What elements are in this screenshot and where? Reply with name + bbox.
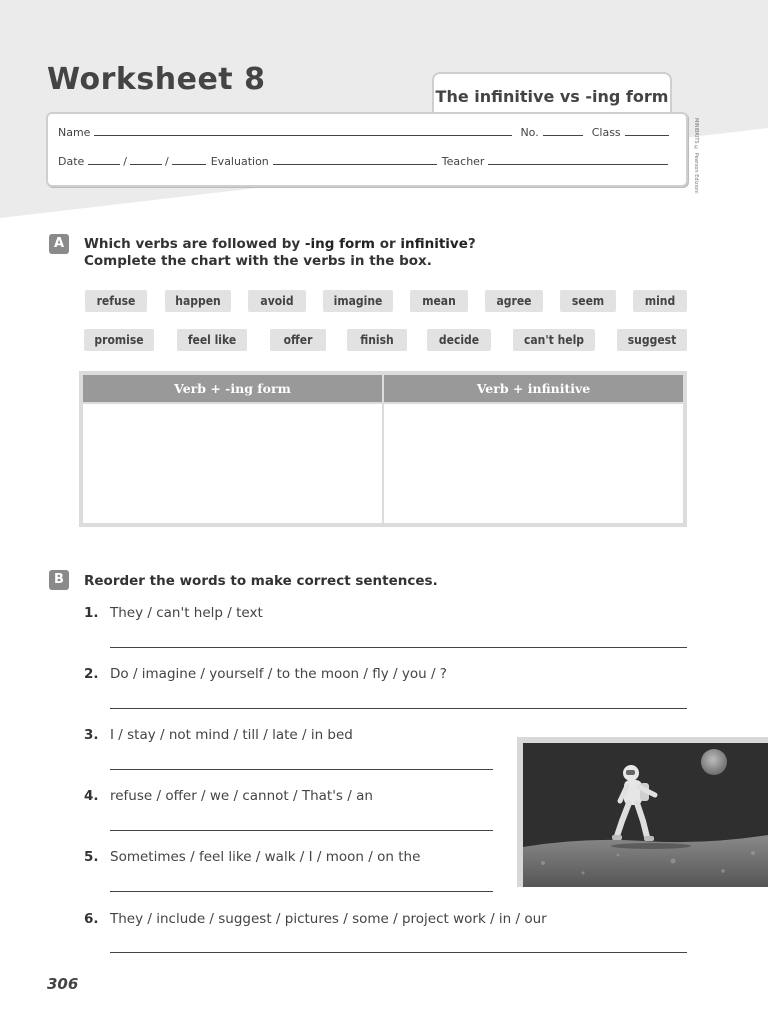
instruction-text: Which verbs are followed by	[84, 236, 305, 252]
teacher-field[interactable]	[488, 163, 668, 165]
verb-chip[interactable]: promise	[84, 329, 154, 351]
sentence-item	[84, 605, 263, 621]
chart-header-infinitive: Verb + infinitive	[384, 375, 683, 402]
verb-chip[interactable]: happen	[165, 290, 231, 312]
chart-header-ing: Verb + -ing form	[83, 375, 382, 402]
verb-chip[interactable]: suggest	[617, 329, 687, 351]
section-a-badge: A	[49, 234, 69, 254]
verb-chip[interactable]: mean	[410, 290, 468, 312]
sentence-number: 4.	[84, 788, 99, 804]
sentence-words: Sometimes / feel like / walk / I / moon / on the	[110, 849, 421, 865]
student-info-box	[46, 112, 688, 187]
topic-tab: The infinitive vs -ing form	[432, 72, 672, 114]
answer-line[interactable]	[110, 830, 493, 831]
verb-chip[interactable]: imagine	[323, 290, 393, 312]
verb-chip[interactable]: offer	[270, 329, 326, 351]
instruction-bold-infinitive: infinitive	[400, 236, 468, 252]
section-b-instruction: Reorder the words to make correct sentences.	[84, 573, 438, 589]
verb-chip[interactable]: avoid	[248, 290, 306, 312]
sentence-words: I / stay / not mind / till / late / in bed	[110, 727, 353, 743]
chart-cell-infinitive[interactable]	[384, 404, 683, 523]
verb-chip[interactable]: mind	[633, 290, 687, 312]
verb-chip[interactable]: finish	[347, 329, 407, 351]
date-year-field[interactable]	[172, 163, 206, 165]
sentence-item	[84, 911, 547, 927]
photo-frame	[517, 737, 768, 887]
page-number: 306	[47, 975, 79, 993]
verb-chip[interactable]: decide	[427, 329, 491, 351]
evaluation-field[interactable]	[273, 163, 437, 165]
name-field[interactable]	[94, 134, 512, 136]
date-separator: /	[123, 155, 128, 168]
section-b-badge: B	[49, 570, 69, 590]
sentence-words: They / include / suggest / pictures / some / project work / in / our	[110, 911, 547, 927]
worksheet-title: Worksheet 8	[47, 62, 266, 97]
date-label: Date	[58, 155, 85, 168]
verb-chip[interactable]: can't help	[513, 329, 595, 351]
answer-line[interactable]	[110, 891, 493, 892]
verb-chip[interactable]: feel like	[177, 329, 247, 351]
sentence-number: 1.	[84, 605, 99, 621]
verb-chart	[79, 371, 687, 527]
info-row-name	[58, 126, 676, 139]
verb-chip[interactable]: seem	[560, 290, 616, 312]
sentence-number: 2.	[84, 666, 99, 682]
sentence-number: 5.	[84, 849, 99, 865]
evaluation-label: Evaluation	[210, 155, 269, 168]
info-row-date	[58, 155, 676, 168]
section-a-instruction	[84, 236, 476, 270]
sentence-number: 6.	[84, 911, 99, 927]
instruction-text: or	[375, 236, 401, 252]
sentence-words: Do / imagine / yourself / to the moon / fly / you / ?	[110, 666, 447, 682]
sentence-item	[84, 849, 420, 865]
sentence-number: 3.	[84, 727, 99, 743]
answer-line[interactable]	[110, 952, 687, 953]
class-label: Class	[591, 126, 621, 139]
chart-cell-ing[interactable]	[83, 404, 382, 523]
class-field[interactable]	[625, 134, 669, 136]
date-day-field[interactable]	[88, 163, 120, 165]
copyright-note: MINIBRITS © Pearson Edizioni	[693, 118, 699, 194]
answer-line[interactable]	[110, 647, 687, 648]
sentence-item	[84, 727, 353, 743]
no-label: No.	[520, 126, 539, 139]
number-field[interactable]	[543, 134, 583, 136]
answer-line[interactable]	[110, 769, 493, 770]
answer-line[interactable]	[110, 708, 687, 709]
sentence-item	[84, 788, 373, 804]
teacher-label: Teacher	[441, 155, 485, 168]
astronaut-on-moon-photo	[523, 743, 768, 887]
instruction-bold-ing: -ing form	[304, 236, 375, 252]
sentence-words: They / can't help / text	[110, 605, 263, 621]
date-month-field[interactable]	[130, 163, 162, 165]
sentence-item	[84, 666, 447, 682]
instruction-line-2: Complete the chart with the verbs in the box.	[84, 253, 432, 269]
name-label: Name	[58, 126, 91, 139]
verb-chip[interactable]: refuse	[85, 290, 147, 312]
verb-chip[interactable]: agree	[485, 290, 543, 312]
date-separator: /	[165, 155, 169, 168]
instruction-text: ?	[467, 236, 476, 252]
sentence-words: refuse / offer / we / cannot / That's / an	[110, 788, 373, 804]
